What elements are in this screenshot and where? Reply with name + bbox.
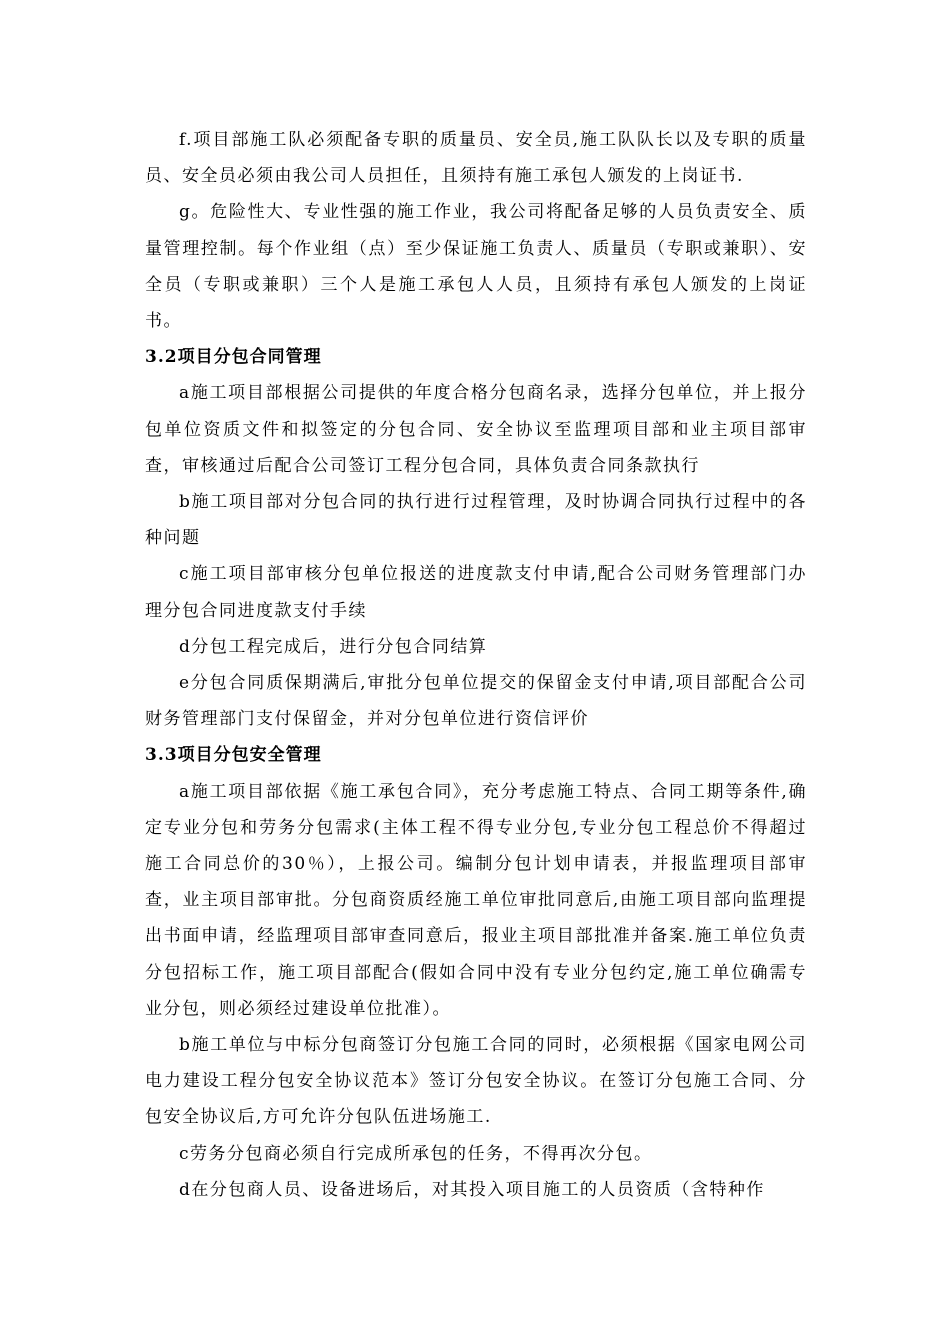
section-3-3-paragraph-d: d在分包商人员、设备进场后，对其投入项目施工的人员资质（含特种作 — [179, 1179, 765, 1200]
document-page — [145, 122, 807, 1208]
section-3-3-paragraph-a: a施工项目部依据《施工承包合同》，充分考虑施工特点、合同工期等条件,确定专业分包和劳务分包需求(主体工程不得专业分包,专业分包工程总价不得超过施工合同总价的30％），上报公司。编制分包计划申请表，并报监理项目部审查，业主项目部审批。分包商资质经施工单位审批同意后,由施工项目部向监理提出书面申请，经监理项目部审查同意后，报业主项目部批准并备案.施工单位负责分包招标工作，施工项目部配合(假如合同中没有专业分包约定,施工单位确需专业分包，则必须经过建设单位批准）。 — [145, 781, 807, 1019]
paragraph-g: g。危险性大、专业性强的施工作业，我公司将配备足够的人员负责安全、质量管理控制。每个作业组（点）至少保证施工负责人、质量员（专职或兼职）、安全员（专职或兼职）三个人是施工承包人人员，且须持有承包人颁发的上岗证书。 — [145, 202, 807, 332]
section-3-2-paragraph-d: d分包工程完成后，进行分包合同结算 — [179, 636, 488, 657]
section-3-2-paragraph-b: b施工项目部对分包合同的执行进行过程管理，及时协调合同执行过程中的各种问题 — [145, 492, 807, 549]
section-3-3-paragraph-c: c劳务分包商必须自行完成所承包的任务，不得再次分包。 — [179, 1143, 653, 1164]
section-3-2-paragraph-e: e分包合同质保期满后,审批分包单位提交的保留金支付申请,项目部配合公司财务管理部门支付保留金，并对分包单位进行资信评价 — [145, 673, 807, 730]
section-3-2-paragraph-a: a施工项目部根据公司提供的年度合格分包商名录，选择分包单位，并上报分包单位资质文件和拟签定的分包合同、安全协议至监理项目部和业主项目部审查，审核通过后配合公司签订工程分包合同，具体负责合同条款执行 — [145, 383, 807, 476]
section-heading-3-3: 3.3项目分包安全管理 — [145, 745, 322, 766]
section-heading-3-2: 3.2项目分包合同管理 — [145, 347, 322, 368]
section-3-2-paragraph-c: c施工项目部审核分包单位报送的进度款支付申请,配合公司财务管理部门办理分包合同进度款支付手续 — [145, 564, 807, 621]
section-3-3-paragraph-b: b施工单位与中标分包商签订分包施工合同的同时，必须根据《国家电网公司电力建设工程分包安全协议范本》签订分包安全协议。在签订分包施工合同、分包安全协议后,方可允许分包队伍进场施工. — [145, 1035, 807, 1128]
paragraph-f: f.项目部施工队必须配备专职的质量员、安全员,施工队队长以及专职的质量员、安全员必须由我公司人员担任，且须持有施工承包人颁发的上岗证书. — [145, 130, 807, 187]
